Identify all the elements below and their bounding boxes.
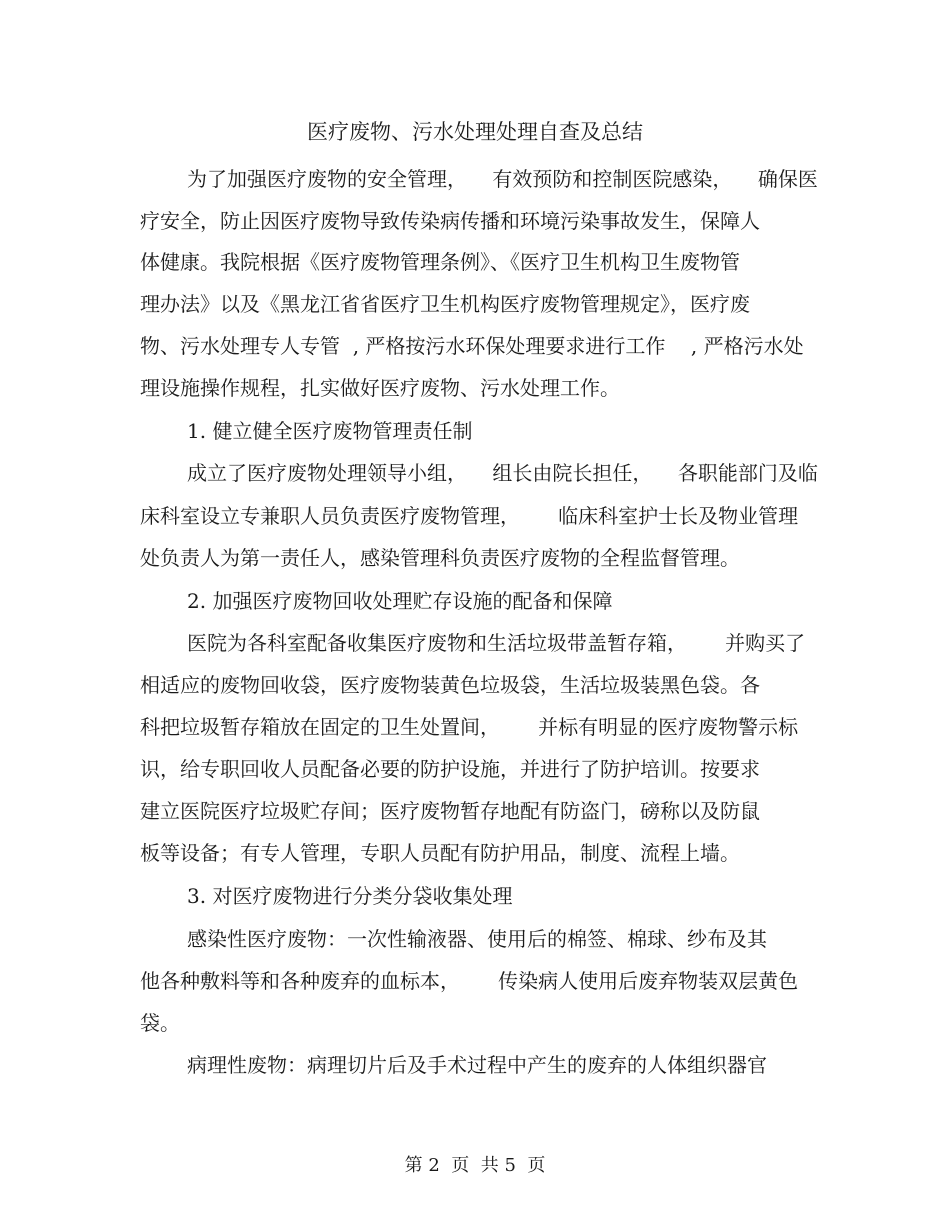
text-line: 为了加强医疗废物的安全管理， 有效预防和控制医院感染， 确保医 [187,167,818,191]
text-line: 理设施操作规程，扎实做好医疗废物、污水处理工作。 [140,376,620,400]
text-line: 体健康。我院根据《医疗废物管理条例》、《医疗卫生机构卫生废物管 [140,250,740,274]
text-line: 医院为各科室配备收集医疗废物和生活垃圾带盖暂存箱， 并购买了 [187,631,806,655]
text-line: 疗安全，防止因医疗废物导致传染病传播和环境污染事故发生，保障人 [140,209,760,233]
section-heading-1: 1. 健立健全医疗废物管理责任制 [187,419,473,443]
text-line: 相适应的废物回收袋，医疗废物装黄色垃圾袋，生活垃圾装黑色袋。各 [140,673,760,697]
text-line: 感染性医疗废物：一次性输液器、使用后的棉签、棉球、纱布及其 [187,927,767,951]
text-line: 床科室设立专兼职人员负责医疗废物管理， 临床科室护士长及物业管理 [140,504,799,528]
text-line: 病理性废物：病理切片后及手术过程中产生的废弃的人体组织器官 [187,1053,767,1077]
section-heading-3: 3. 对医疗废物进行分类分袋收集处理 [187,884,513,908]
text-line: 他各种敷料等和各种废弃的血标本， 传染病人使用后废弃物装双层黄色 [140,969,799,993]
section-heading-2: 2. 加强医疗废物回收处理贮存设施的配备和保障 [187,589,613,613]
text-line: 袋。 [140,1011,180,1035]
text-line: 板等设备；有专人管理，专职人员配有防护用品，制度、流程上墙。 [140,841,740,865]
text-line: 识，给专职回收人员配备必要的防护设施，并进行了防护培训。按要求 [140,757,760,781]
text-line: 处负责人为第一责任人，感染管理科负责医疗废物的全程监督管理。 [140,546,740,570]
page-footer: 第 2 页 共 5 页 [404,1155,546,1176]
text-line: 科把垃圾暂存箱放在固定的卫生处置间， 并标有明显的医疗废物警示标 [140,715,799,739]
text-line: 成立了医疗废物处理领导小组， 组长由院长担任， 各职能部门及临 [187,461,818,485]
text-line: 理办法》以及《黑龙江省省医疗卫生机构医疗废物管理规定》，医疗废 [140,292,750,316]
page-title: 医疗废物、污水处理处理自查及总结 [307,120,643,144]
text-line: 建立医院医疗垃圾贮存间；医疗废物暂存地配有防盗门，磅称以及防鼠 [140,799,760,823]
text-line: 物、污水处理专人专管 , 严格按污水环保处理要求进行工作 , 严格污水处 [140,334,804,358]
